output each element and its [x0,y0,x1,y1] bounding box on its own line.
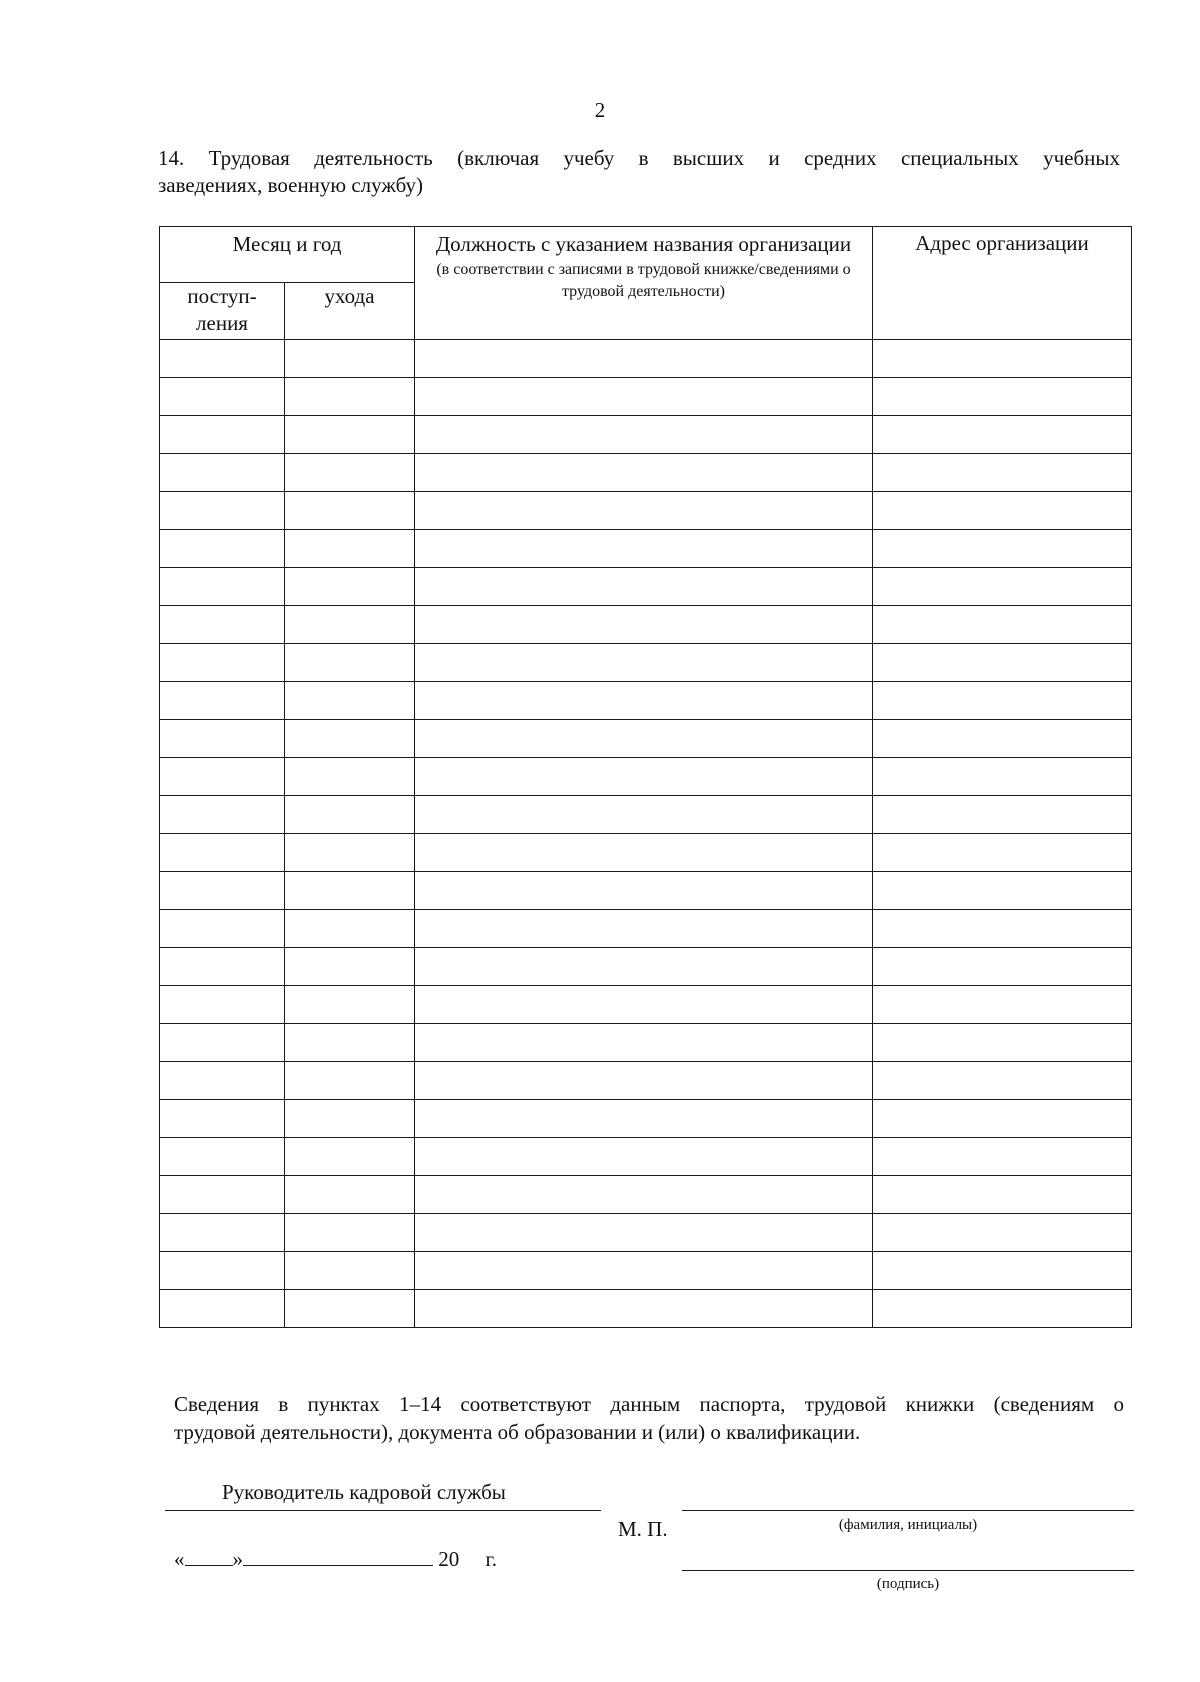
cell-end-date[interactable] [285,492,415,530]
date-year-prefix: 20 [438,1547,460,1571]
cell-position[interactable] [415,682,873,720]
cell-position[interactable] [415,1062,873,1100]
cell-position[interactable] [415,948,873,986]
cell-end-date[interactable] [285,720,415,758]
date-field [174,1547,497,1572]
header-position [415,227,873,340]
cell-start-date[interactable] [160,682,285,720]
cell-start-date[interactable] [160,492,285,530]
cell-end-date[interactable] [285,1100,415,1138]
cell-address[interactable] [873,454,1132,492]
cell-position[interactable] [415,644,873,682]
cell-end-date[interactable] [285,568,415,606]
cell-end-date[interactable] [285,796,415,834]
cell-start-date[interactable] [160,606,285,644]
cell-position[interactable] [415,720,873,758]
cell-position[interactable] [415,834,873,872]
cell-start-date[interactable] [160,910,285,948]
table-row [160,1100,1132,1138]
section-heading [158,145,1120,199]
cell-end-date[interactable] [285,378,415,416]
table-row [160,1062,1132,1100]
signer-role: Руководитель кадровой службы [222,1480,506,1504]
cell-start-date[interactable] [160,454,285,492]
verification-note [174,1390,1124,1446]
header-month-year-label: Месяц и год [232,232,342,256]
cell-position[interactable] [415,568,873,606]
table-row [160,720,1132,758]
cell-address[interactable] [873,910,1132,948]
cell-start-date[interactable] [160,1100,285,1138]
cell-position[interactable] [415,606,873,644]
cell-end-date[interactable] [285,1252,415,1290]
table-row [160,1252,1132,1290]
date-close-quote: » [232,1547,243,1571]
cell-end-date[interactable] [285,1062,415,1100]
stamp-place-label: М. П. [618,1517,668,1541]
cell-address[interactable] [873,796,1132,834]
cell-position[interactable] [415,1100,873,1138]
header-position-note: (в соответствии с записями в трудовой книжке/сведениями о трудовой деятельности) [436,261,851,300]
page-number: 2 [594,98,606,122]
cell-end-date[interactable] [285,530,415,568]
cell-address[interactable] [873,872,1132,910]
cell-position[interactable] [415,1252,873,1290]
table-row [160,492,1132,530]
cell-start-date[interactable] [160,986,285,1024]
cell-position[interactable] [415,1290,873,1328]
table-row [160,986,1132,1024]
cell-end-date[interactable] [285,340,415,378]
cell-position[interactable] [415,986,873,1024]
cell-address[interactable] [873,1176,1132,1214]
header-month-year [160,227,415,283]
cell-position[interactable] [415,796,873,834]
signer-role-line [165,1510,601,1511]
table-row [160,682,1132,720]
cell-start-date[interactable] [160,530,285,568]
date-day-blank [185,1547,233,1566]
cell-address[interactable] [873,682,1132,720]
signature-caption: (подпись) [876,1576,940,1592]
table-row [160,340,1132,378]
cell-start-date[interactable] [160,1138,285,1176]
header-address-label: Адрес организации [915,231,1089,255]
header-position-label: Должность с указанием названия организации [435,232,852,256]
cell-address[interactable] [873,948,1132,986]
name-caption: (фамилия, инициалы) [838,1517,978,1533]
cell-start-date[interactable] [160,568,285,606]
cell-start-date[interactable] [160,720,285,758]
table-row [160,606,1132,644]
cell-address[interactable] [873,1100,1132,1138]
cell-address[interactable] [873,1290,1132,1328]
cell-address[interactable] [873,1252,1132,1290]
cell-start-date[interactable] [160,416,285,454]
table-row [160,568,1132,606]
cell-start-date[interactable] [160,1290,285,1328]
section-heading-line1: 14. Трудовая деятельность (включая учебу в высших и средних специальных учебных [158,146,1120,170]
cell-position[interactable] [415,492,873,530]
cell-position[interactable] [415,1176,873,1214]
cell-end-date[interactable] [285,1138,415,1176]
table-row [160,1214,1132,1252]
cell-end-date[interactable] [285,758,415,796]
cell-address[interactable] [873,1138,1132,1176]
cell-address[interactable] [873,720,1132,758]
table-row [160,644,1132,682]
cell-end-date[interactable] [285,1214,415,1252]
cell-start-date[interactable] [160,1176,285,1214]
cell-address[interactable] [873,416,1132,454]
cell-start-date[interactable] [160,1252,285,1290]
cell-address[interactable] [873,986,1132,1024]
header-start-date: поступ- ления [160,283,285,340]
cell-address[interactable] [873,606,1132,644]
cell-end-date[interactable] [285,682,415,720]
table-row [160,378,1132,416]
cell-start-date[interactable] [160,340,285,378]
cell-end-date[interactable] [285,1290,415,1328]
cell-end-date[interactable] [285,986,415,1024]
cell-address[interactable] [873,378,1132,416]
cell-start-date[interactable] [160,834,285,872]
cell-position[interactable] [415,872,873,910]
cell-start-date[interactable] [160,1214,285,1252]
table-row [160,1290,1132,1328]
cell-start-date[interactable] [160,758,285,796]
table-row [160,910,1132,948]
verification-note-line2: трудовой деятельности), документа об образовании и (или) о квалификации. [174,1420,861,1444]
cell-end-date[interactable] [285,644,415,682]
signature-line [682,1570,1134,1571]
cell-address[interactable] [873,568,1132,606]
cell-start-date[interactable] [160,796,285,834]
cell-end-date[interactable] [285,948,415,986]
cell-position[interactable] [415,454,873,492]
date-open-quote: « [174,1547,185,1571]
name-line [682,1510,1134,1511]
cell-end-date[interactable] [285,872,415,910]
cell-address[interactable] [873,758,1132,796]
cell-end-date[interactable] [285,1024,415,1062]
employment-history-table [159,226,1132,1328]
cell-address[interactable] [873,1024,1132,1062]
cell-position[interactable] [415,1214,873,1252]
cell-address[interactable] [873,644,1132,682]
table-row [160,454,1132,492]
section-heading-line2: заведениях, военную службу) [158,173,423,197]
cell-end-date[interactable] [285,1176,415,1214]
table-row [160,872,1132,910]
cell-position[interactable] [415,1138,873,1176]
header-address [873,227,1132,340]
cell-end-date[interactable] [285,454,415,492]
cell-address[interactable] [873,530,1132,568]
cell-address[interactable] [873,340,1132,378]
cell-address[interactable] [873,492,1132,530]
table-row [160,1176,1132,1214]
table-row [160,530,1132,568]
table-row [160,796,1132,834]
cell-start-date[interactable] [160,872,285,910]
cell-position[interactable] [415,910,873,948]
cell-start-date[interactable] [160,644,285,682]
cell-end-date[interactable] [285,910,415,948]
table-row [160,1138,1132,1176]
cell-start-date[interactable] [160,1062,285,1100]
cell-position[interactable] [415,340,873,378]
cell-address[interactable] [873,1214,1132,1252]
cell-end-date[interactable] [285,416,415,454]
cell-start-date[interactable] [160,1024,285,1062]
table-row [160,834,1132,872]
cell-end-date[interactable] [285,606,415,644]
table-row [160,1024,1132,1062]
cell-position[interactable] [415,416,873,454]
cell-position[interactable] [415,1024,873,1062]
cell-position[interactable] [415,378,873,416]
cell-end-date[interactable] [285,834,415,872]
cell-address[interactable] [873,1062,1132,1100]
cell-start-date[interactable] [160,378,285,416]
table-row [160,758,1132,796]
table-row [160,948,1132,986]
date-year-suffix: г. [485,1547,497,1571]
header-end-date: ухода [285,283,415,340]
cell-address[interactable] [873,834,1132,872]
cell-start-date[interactable] [160,948,285,986]
date-month-blank [243,1547,433,1566]
verification-note-line1: Сведения в пунктах 1–14 соответствуют данным паспорта, трудовой книжки (сведениям о [174,1392,1124,1416]
cell-position[interactable] [415,758,873,796]
cell-position[interactable] [415,530,873,568]
table-row [160,416,1132,454]
